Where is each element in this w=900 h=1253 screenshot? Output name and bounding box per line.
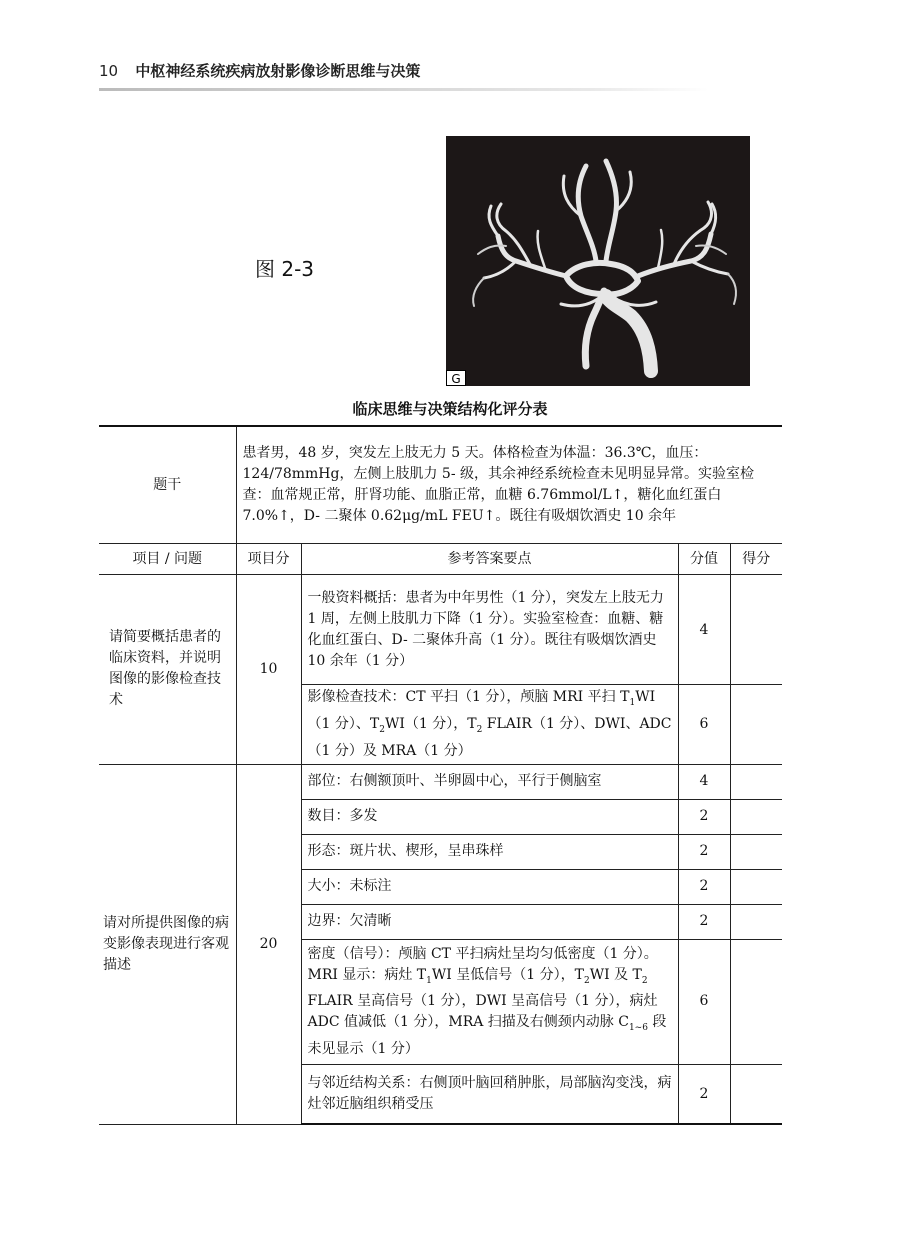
got-technique[interactable]: [730, 685, 782, 765]
score-technique: 6: [678, 685, 730, 765]
header-answer: 参考答案要点: [301, 544, 678, 575]
item-points-1: 10: [236, 575, 301, 765]
score-density: 6: [678, 939, 730, 1065]
answer-technique: 影像检查技术：CT 平扫（1 分），颅脑 MRI 平扫 $T_1WI(1$ 分）、$T_2WI(1$ 分），$T_2$ FLAIR（1 分）、DWI、ADC（1 分）及 MRA（1 分）: [301, 685, 678, 765]
score-location: 4: [678, 764, 730, 799]
got-shape[interactable]: [730, 834, 782, 869]
header-item: 项目 / 问题: [99, 544, 236, 575]
score-number: 2: [678, 799, 730, 834]
book-title: 中枢神经系统疾病放射影像诊断思维与决策: [135, 62, 421, 80]
stem-row: [99, 426, 782, 544]
got-number[interactable]: [730, 799, 782, 834]
mra-angiogram-image: [446, 136, 750, 386]
page-number: 10: [99, 62, 119, 80]
score-shape: 2: [678, 834, 730, 869]
got-general[interactable]: [730, 575, 782, 685]
answer-location: 部位：右侧额顶叶、半卵圆中心，平行于侧脑室: [301, 764, 678, 799]
answer-adjacent: 与邻近结构关系：右侧顶叶脑回稍肿胀，局部脑沟变浅，病灶邻近脑组织稍受压: [301, 1065, 678, 1125]
got-location[interactable]: [730, 764, 782, 799]
header-got: 得分: [730, 544, 782, 575]
answer-margin: 边界：欠清晰: [301, 904, 678, 939]
score-adjacent: 2: [678, 1065, 730, 1125]
header-points: 项目分: [236, 544, 301, 575]
running-header: [99, 60, 420, 81]
table-row: [99, 575, 782, 685]
stem-text: 患者男，48 岁，突发左上肢无力 5 天。体格检查为体温：36.3℃，血压：124/78mmHg，左侧上肢肌力 5- 级，其余神经系统检查未见明显异常。实验室检查：血常规正常，肝肾功能、血脂正常，血糖 6.76mmol/L↑，糖化血红蛋白 7.0%↑，D- 二聚体 0.62μg/mL FEU↑。既往有吸烟饮酒史 10 余年: [236, 426, 782, 544]
question-2: 请对所提供图像的病变影像表现进行客观描述: [99, 764, 236, 1124]
header-rule: [99, 88, 709, 91]
got-margin[interactable]: [730, 904, 782, 939]
header-score: 分值: [678, 544, 730, 575]
answer-general: 一般资料概括：患者为中年男性（1 分），突发左上肢无力 1 周，左侧上肢肌力下降（1 分）。实验室检查：血糖、糖化血红蛋白、D- 二聚体升高（1 分）。既往有吸烟饮酒史 10 余年（1 分）: [301, 575, 678, 685]
header-row: [99, 544, 782, 575]
got-adjacent[interactable]: [730, 1065, 782, 1125]
item-points-2: 20: [236, 764, 301, 1124]
score-margin: 2: [678, 904, 730, 939]
panel-letter-badge: G: [446, 370, 466, 386]
score-general: 4: [678, 575, 730, 685]
table-row: [99, 764, 782, 799]
scoring-table: [99, 425, 782, 1125]
got-density[interactable]: [730, 939, 782, 1065]
answer-shape: 形态：斑片状、楔形，呈串珠样: [301, 834, 678, 869]
figure-label: 图 2-3: [255, 257, 315, 281]
score-size: 2: [678, 869, 730, 904]
answer-density: 密度（信号）：颅脑 CT 平扫病灶呈均匀低密度（1 分）。MRI 显示：病灶 $T_1WI$ 呈低信号（1 分），$T_2WI$ 及 $T_2$ FLAIR 呈高信号（1 分），DWI 呈高信号（1 分），病灶 ADC 值减低（1 分），MRA 扫描及右侧颈内动脉 $C_{1\sim 6}$ 段未见显示（1 分）: [301, 939, 678, 1065]
stem-label: 题干: [99, 426, 236, 544]
answer-size: 大小：未标注: [301, 869, 678, 904]
got-size[interactable]: [730, 869, 782, 904]
table-title: 临床思维与决策结构化评分表: [352, 400, 548, 418]
question-1: 请简要概括患者的临床资料，并说明图像的影像检查技术: [99, 575, 236, 765]
answer-number: 数目：多发: [301, 799, 678, 834]
